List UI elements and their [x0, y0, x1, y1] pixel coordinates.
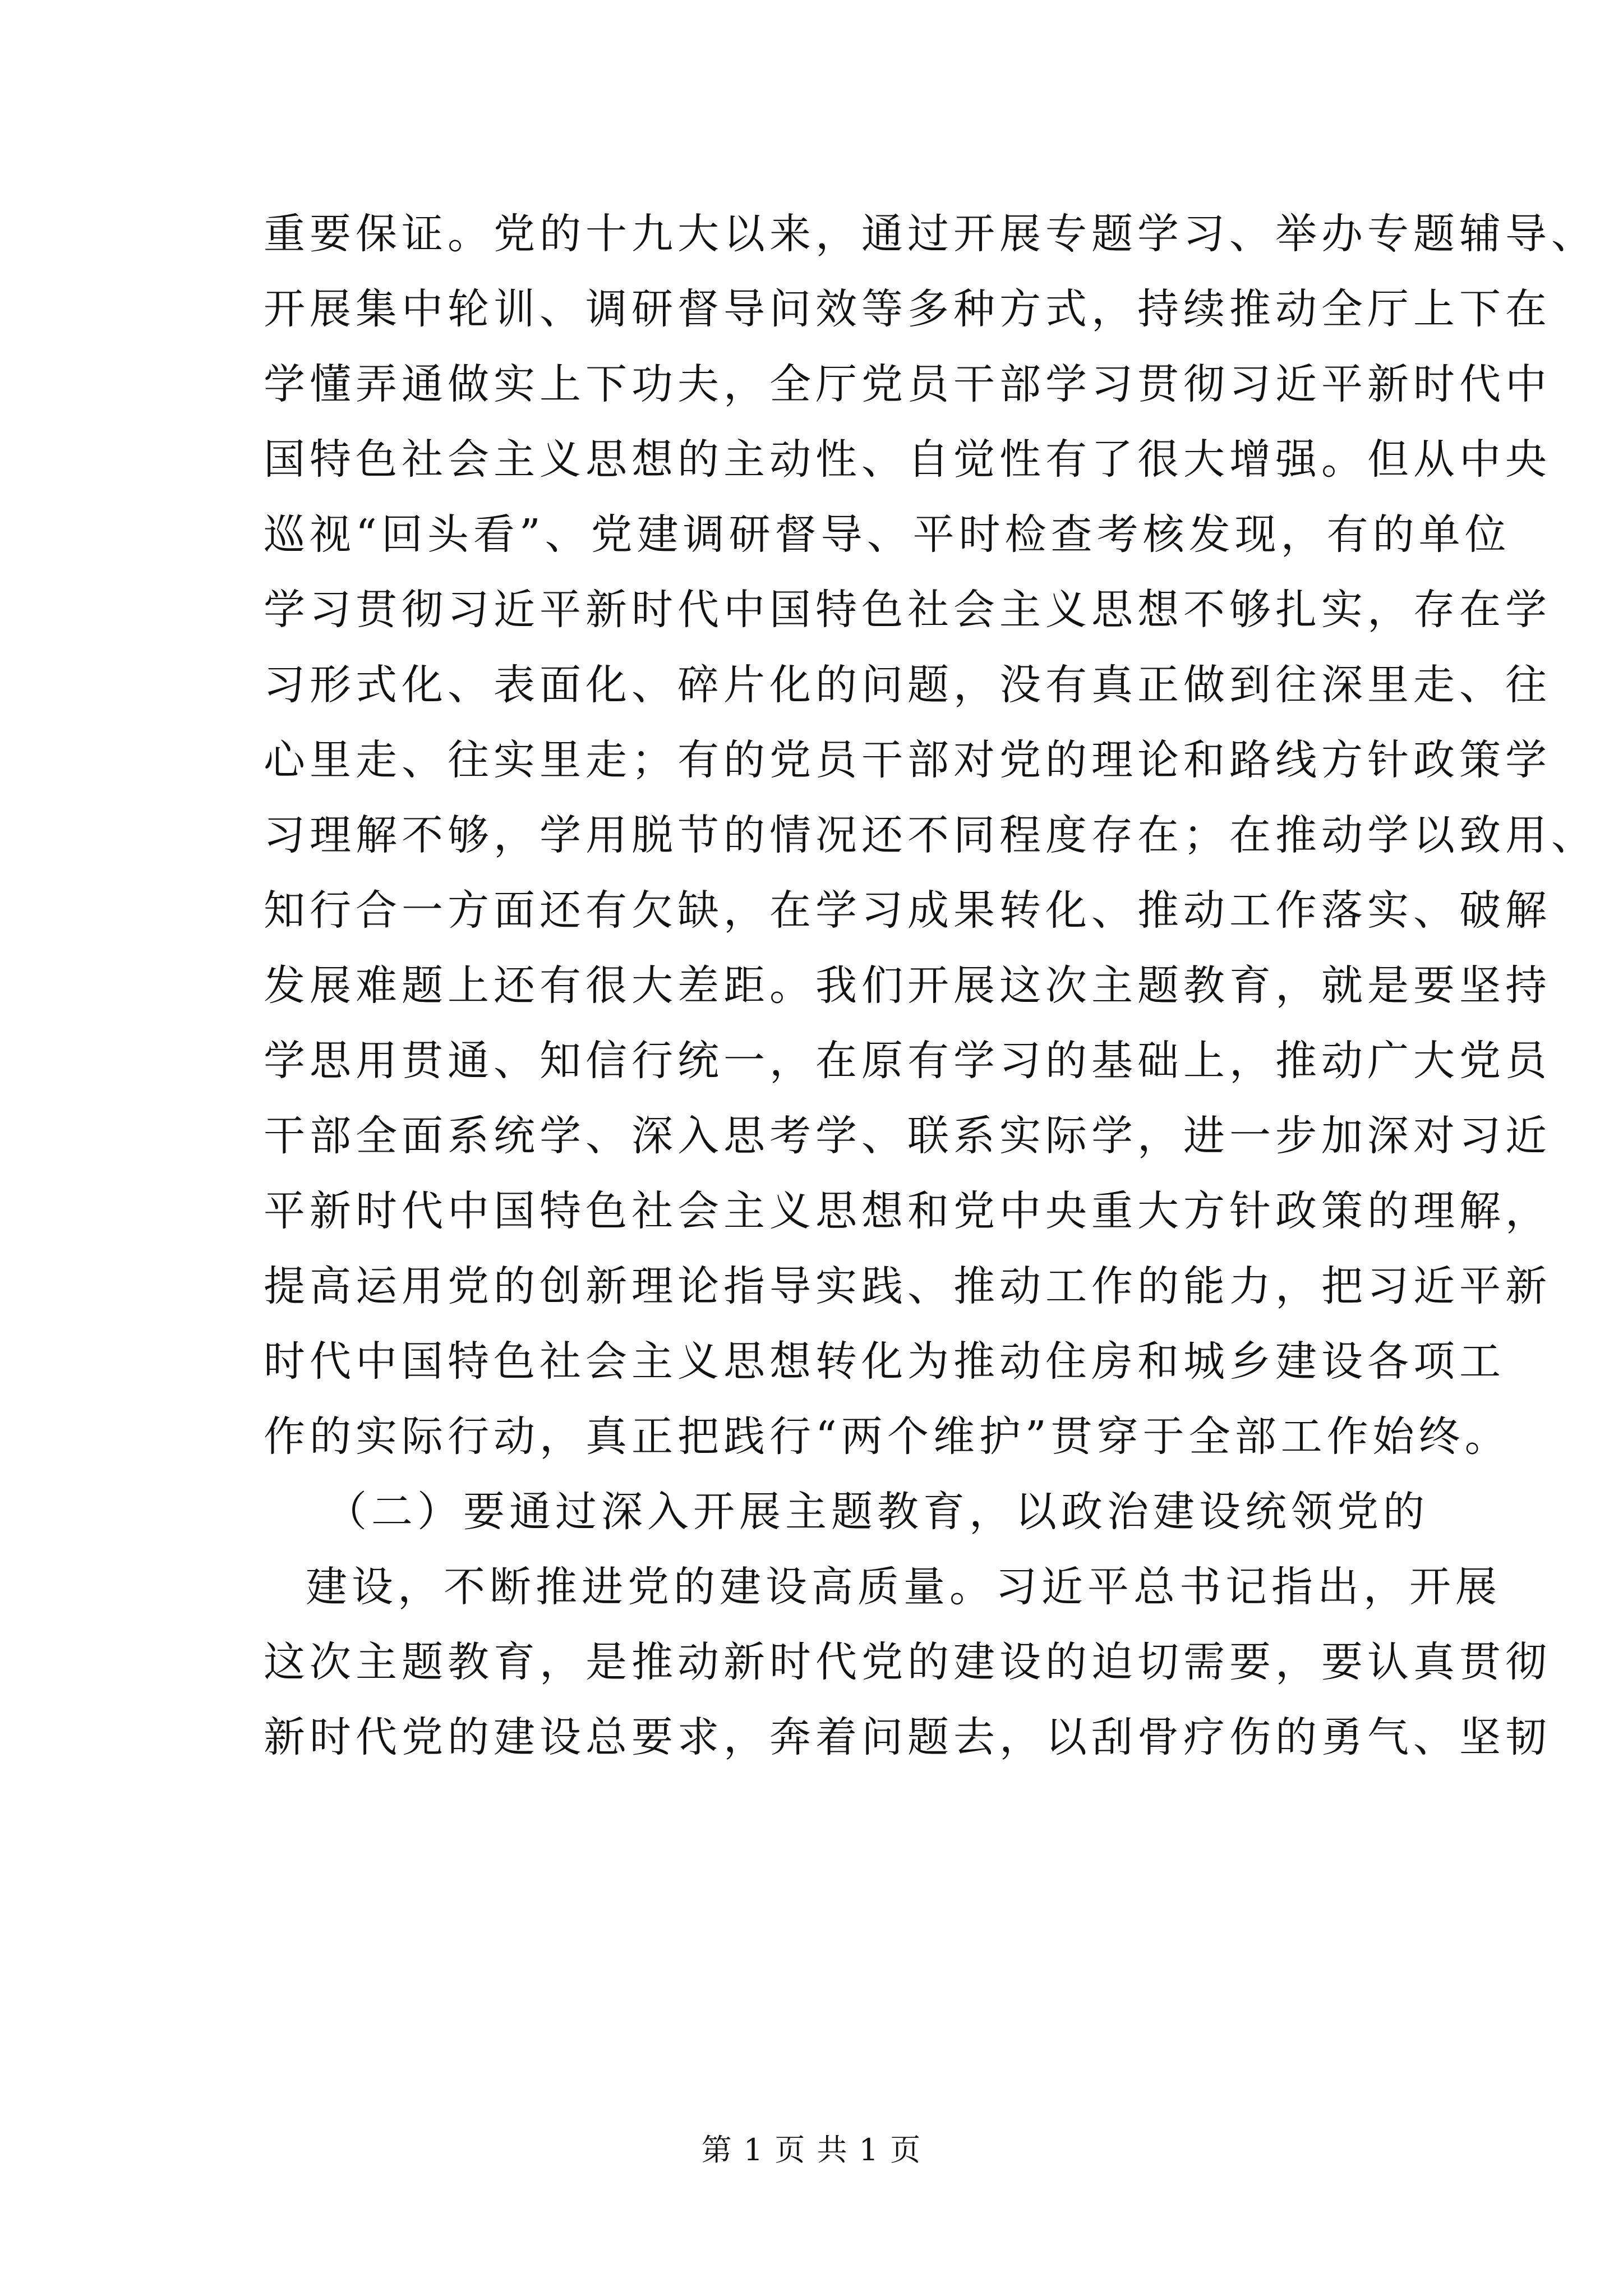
para2-line-2: 这次主题教育，是推动新时代党的建设的迫切需要，要认真贯彻	[264, 1638, 1551, 1686]
page-number-footer: 第 1 页 共 1 页	[701, 2132, 922, 2168]
body-line-12: 学思用贯通、知信行统一，在原有学习的基础上，推动广大党员	[264, 1037, 1551, 1085]
body-line-13: 干部全面系统学、深入思考学、联系实际学，进一步加深对习近	[264, 1112, 1551, 1160]
body-line-16: 时代中国特色社会主义思想转化为推动住房和城乡建设各项工	[264, 1337, 1505, 1386]
body-line-3: 学懂弄通做实上下功夫，全厅党员干部学习贯彻习近平新时代中	[264, 360, 1551, 408]
body-line-8: 心里走、往实里走；有的党员干部对党的理论和路线方针政策学	[264, 736, 1551, 784]
section-subheading: （二）要通过深入开展主题教育，以政治建设统领党的	[325, 1488, 1429, 1536]
body-line-15: 提高运用党的创新理论指导实践、推动工作的能力，把习近平新	[264, 1262, 1551, 1310]
body-line-1: 重要保证。党的十九大以来，通过开展专题学习、举办专题辅导、	[264, 210, 1597, 258]
body-line-14: 平新时代中国特色社会主义思想和党中央重大方针政策的理解，	[264, 1187, 1551, 1235]
body-line-11: 发展难题上还有很大差距。我们开展这次主题教育，就是要坚持	[264, 961, 1551, 1010]
body-line-2: 开展集中轮训、调研督导问效等多种方式，持续推动全厅上下在	[264, 285, 1551, 333]
para2-line-1: 建设，不断推进党的建设高质量。习近平总书记指出，开展	[306, 1563, 1501, 1611]
body-line-10: 知行合一方面还有欠缺，在学习成果转化、推动工作落实、破解	[264, 886, 1551, 935]
body-line-9: 习理解不够，学用脱节的情况还不同程度存在；在推动学以致用、	[264, 811, 1597, 859]
body-line-7: 习形式化、表面化、碎片化的问题，没有真正做到往深里走、往	[264, 661, 1551, 709]
document-body	[264, 196, 1597, 1775]
body-line-4: 国特色社会主义思想的主动性、自觉性有了很大增强。但从中央	[264, 435, 1551, 484]
body-line-6: 学习贯彻习近平新时代中国特色社会主义思想不够扎实，存在学	[264, 586, 1551, 634]
body-line-5: 巡视“回头看”、党建调研督导、平时检查考核发现，有的单位	[264, 510, 1511, 559]
body-line-17: 作的实际行动，真正把践行“两个维护”贯穿于全部工作始终。	[264, 1412, 1511, 1461]
para2-line-3: 新时代党的建设总要求，奔着问题去，以刮骨疗伤的勇气、坚韧	[264, 1713, 1551, 1761]
